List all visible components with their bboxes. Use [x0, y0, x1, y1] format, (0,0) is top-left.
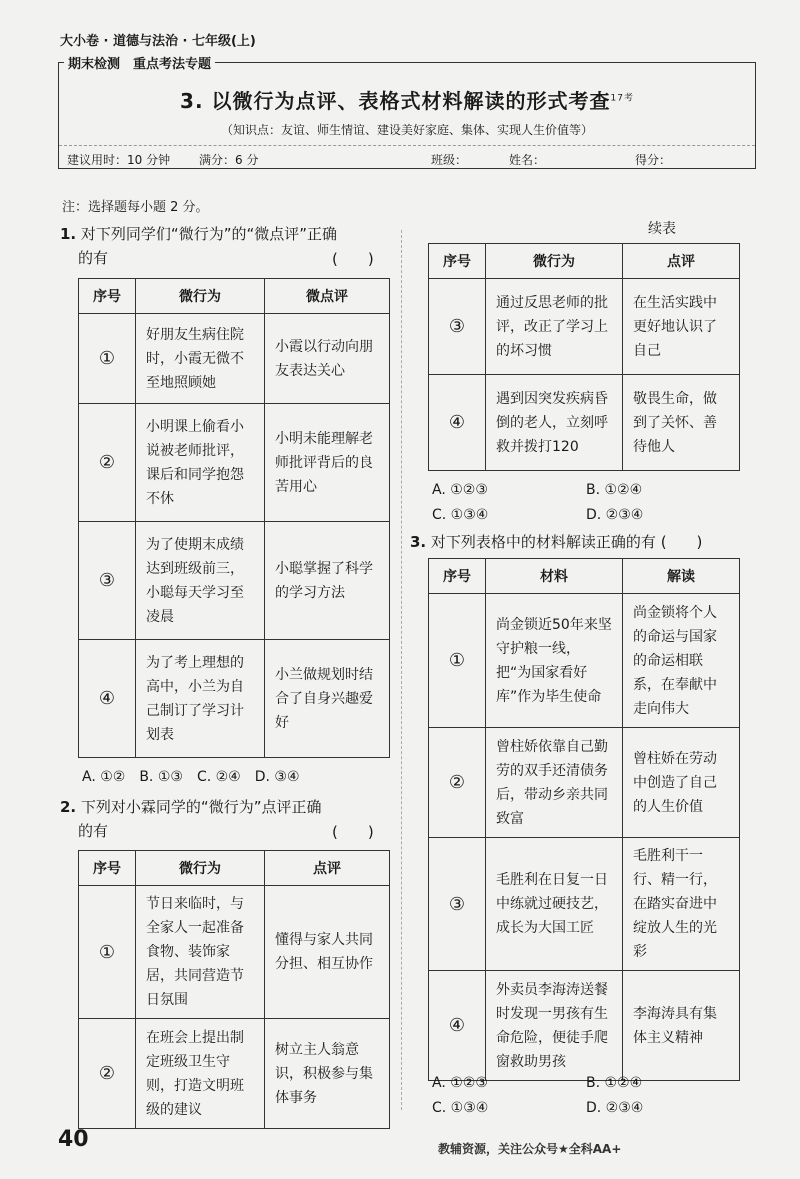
comment-cell: 懂得与家人共同分担、相互协作	[265, 886, 390, 1019]
table-header	[79, 851, 390, 886]
behavior-cell: 在班会上提出制定班级卫生守则，打造文明班级的建议	[136, 1019, 265, 1129]
table-row	[429, 971, 740, 1081]
q2-table	[78, 850, 390, 1129]
behavior-cell: 为了使期末成绩达到班级前三，小聪每天学习至凌晨	[136, 522, 265, 640]
row-number: ③	[79, 522, 136, 640]
knowledge-points: （知识点：友谊、师生情谊、建设美好家庭、集体、实现人生价值等）	[220, 123, 593, 137]
col-header: 材料	[486, 559, 623, 594]
q1-stem: 1. 对下列同学们“微行为”的“微点评”正确 的有	[60, 225, 338, 267]
col-header: 微行为	[486, 244, 623, 279]
q2-option-c[interactable]: C. ①③④	[432, 507, 489, 523]
interpretation-cell: 李海涛具有集体主义精神	[623, 971, 740, 1081]
q3-stem: 3. 对下列表格中的材料解读正确的有 ( )	[410, 533, 703, 551]
q1-options[interactable]: A. ①② B. ①③ C. ②④ D. ③④	[82, 769, 300, 785]
comment-cell: 小聪掌握了科学的学习方法	[265, 522, 390, 640]
table-row	[79, 640, 390, 758]
row-number: ①	[79, 886, 136, 1019]
row-number: ④	[429, 971, 486, 1081]
row-number: ②	[79, 1019, 136, 1129]
behavior-cell: 遇到因突发疾病昏倒的老人，立刻呼救并拨打120	[486, 375, 623, 471]
q2-option-b[interactable]: B. ①②④	[586, 482, 643, 498]
comment-cell: 小明未能理解老师批评背后的良苦用心	[265, 404, 390, 522]
col-header: 序号	[429, 559, 486, 594]
q3-option-a[interactable]: A. ①②③	[432, 1075, 488, 1091]
comment-cell: 小兰做规划时结合了自身兴趣爱好	[265, 640, 390, 758]
table-header	[429, 559, 740, 594]
page-title: 3. 以微行为点评、表格式材料解读的形式考查$^{17考}$	[180, 89, 634, 113]
table-header	[79, 279, 390, 314]
behavior-cell: 好朋友生病住院时，小霞无微不至地照顾她	[136, 314, 265, 404]
name-field: 姓名：	[509, 153, 546, 167]
row-number: ④	[429, 375, 486, 471]
book-title: 大小卷 · 道德与法治 · 七年级(上)	[60, 34, 256, 49]
table-row	[79, 404, 390, 522]
comment-cell: 敬畏生命，做到了关怀、善待他人	[623, 375, 740, 471]
col-header: 序号	[429, 244, 486, 279]
comment-cell: 小霞以行动向朋友表达关心	[265, 314, 390, 404]
interpretation-cell: 曾柱娇在劳动中创造了自己的人生价值	[623, 728, 740, 838]
q2-option-a[interactable]: A. ①②③	[432, 482, 488, 498]
behavior-cell: 节日来临时，与全家人一起准备食物、装饰家居，共同营造节日氛围	[136, 886, 265, 1019]
page-number: 40	[58, 1127, 89, 1152]
continued-label: 续表	[648, 221, 676, 237]
table-row	[429, 838, 740, 971]
q2-answer-blank[interactable]: ( )	[332, 823, 374, 841]
table-row	[429, 279, 740, 375]
class-field: 班级：	[431, 153, 468, 167]
q3-option-b[interactable]: B. ①②④	[586, 1075, 643, 1091]
suggested-time: 建议用时：10 分钟	[67, 153, 171, 167]
table-header	[429, 244, 740, 279]
q2-table-continued	[428, 243, 740, 471]
table-row	[429, 375, 740, 471]
q3-option-c[interactable]: C. ①③④	[432, 1100, 489, 1116]
comment-cell: 树立主人翁意识，积极参与集体事务	[265, 1019, 390, 1129]
score-field: 得分：	[635, 153, 672, 167]
behavior-cell: 通过反思老师的批评，改正了学习上的坏习惯	[486, 279, 623, 375]
q1-answer-blank[interactable]: ( )	[332, 250, 374, 268]
col-header: 解读	[623, 559, 740, 594]
q3-option-d[interactable]: D. ②③④	[586, 1100, 644, 1116]
header-box	[58, 62, 756, 169]
table-row	[79, 886, 390, 1019]
col-header: 点评	[623, 244, 740, 279]
table-row	[429, 728, 740, 838]
row-number: ②	[79, 404, 136, 522]
material-cell: 毛胜利在日复一日中练就过硬技艺，成长为大国工匠	[486, 838, 623, 971]
interpretation-cell: 毛胜利干一行、精一行，在踏实奋进中绽放人生的光彩	[623, 838, 740, 971]
row-number: ②	[429, 728, 486, 838]
q2-option-d[interactable]: D. ②③④	[586, 507, 644, 523]
col-header: 序号	[79, 851, 136, 886]
table-row	[79, 314, 390, 404]
q2-stem: 2. 下列对小霖同学的“微行为”点评正确 的有	[60, 798, 322, 840]
q3-table	[428, 558, 740, 1081]
comment-cell: 在生活实践中更好地认识了自己	[623, 279, 740, 375]
col-header: 微点评	[265, 279, 390, 314]
column-divider	[401, 230, 402, 1110]
row-number: ③	[429, 279, 486, 375]
material-cell: 曾柱娇依靠自己勤劳的双手还清债务后，带动乡亲共同致富	[486, 728, 623, 838]
behavior-cell: 小明课上偷看小说被老师批评，课后和同学抱怨不休	[136, 404, 265, 522]
col-header: 序号	[79, 279, 136, 314]
row-number: ④	[79, 640, 136, 758]
table-row	[79, 1019, 390, 1129]
row-number: ①	[79, 314, 136, 404]
table-row	[429, 594, 740, 728]
col-header: 微行为	[136, 851, 265, 886]
behavior-cell: 为了考上理想的高中，小兰为自己制订了学习计划表	[136, 640, 265, 758]
row-number: ①	[429, 594, 486, 728]
interpretation-cell: 尚金锁将个人的命运与国家的命运相联系，在奉献中走向伟大	[623, 594, 740, 728]
note: 注：选择题每小题 2 分。	[62, 200, 209, 215]
col-header: 点评	[265, 851, 390, 886]
row-number: ③	[429, 838, 486, 971]
material-cell: 外卖员李海涛送餐时发现一男孩有生命危险，便徒手爬窗救助男孩	[486, 971, 623, 1081]
section-label: 期末检测 重点考法专题	[64, 53, 215, 72]
table-row	[79, 522, 390, 640]
q1-table	[78, 278, 390, 758]
footer-watermark: 教辅资源，关注公众号★全科AA+	[438, 1142, 622, 1156]
col-header: 微行为	[136, 279, 265, 314]
meta-row	[59, 145, 755, 170]
full-score: 满分：6 分	[199, 153, 259, 167]
material-cell: 尚金锁近50年来坚守护粮一线，把“为国家看好库”作为毕生使命	[486, 594, 623, 728]
